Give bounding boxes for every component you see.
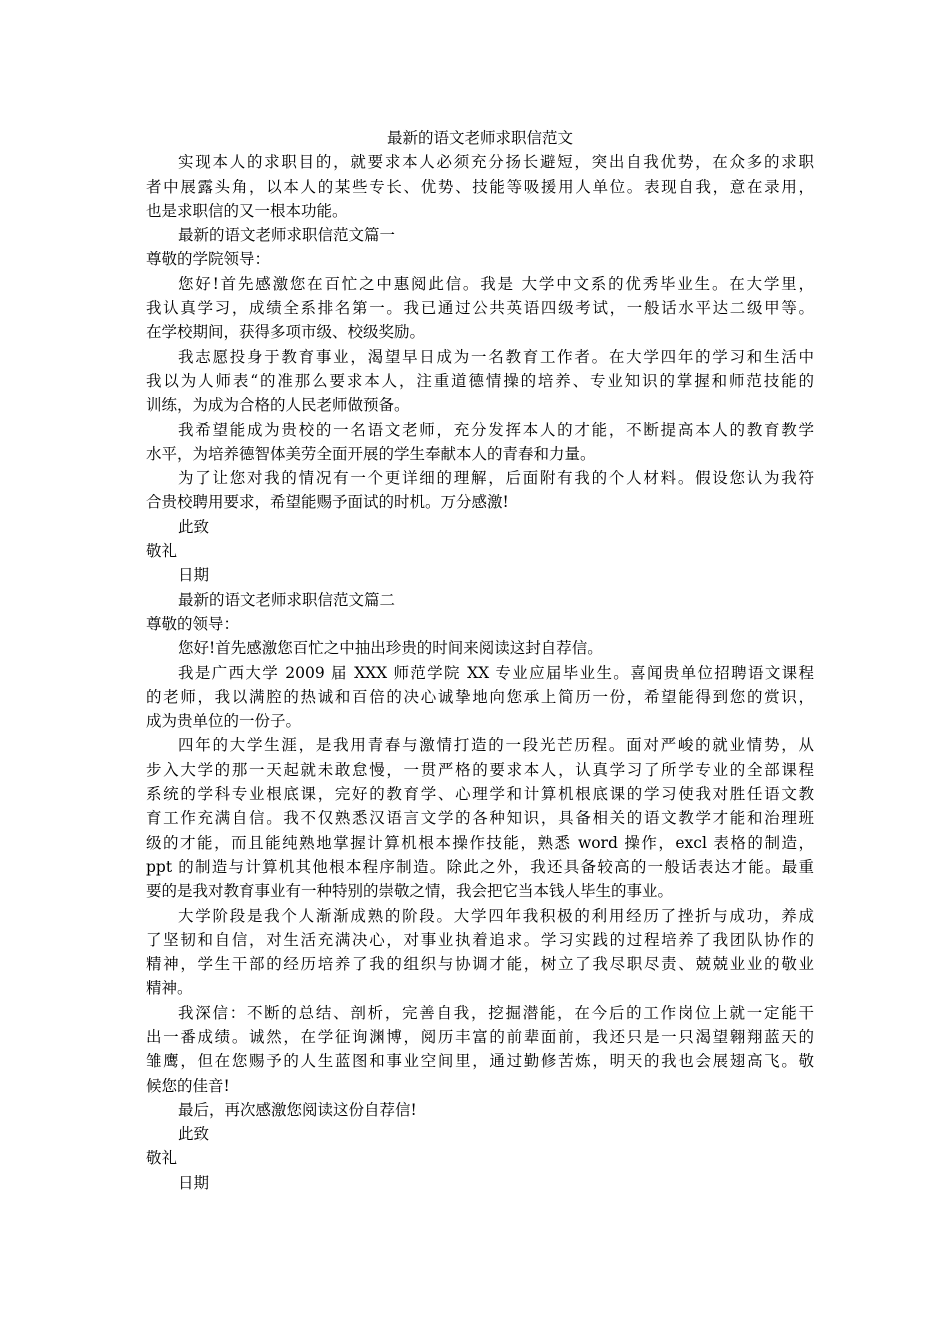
text-line: 我以为人师表“的准那么要求本人，注重道德情操的培养、专业知识的掌握和师范技能的 <box>146 371 814 390</box>
text-line: 实现本人的求职目的，就要求本人必须充分扬长避短，突出自我优势，在众多的求职 <box>178 153 814 172</box>
text-line: 最新的语文老师求职信范文篇一 <box>178 226 396 245</box>
text-line: 日期 <box>178 566 210 585</box>
text-line: 在学校期间，获得多项市级、校级奖励。 <box>146 323 426 342</box>
document-page <box>146 126 814 1195</box>
text-line: 敬礼 <box>146 1149 178 1168</box>
text-line: 成为贵单位的一份子。 <box>146 712 302 731</box>
text-line: 步入大学的那一天起就未敢怠慢，一贯严格的要求本人，认真学习了所学专业的全部课程 <box>146 760 814 779</box>
text-line: 也是求职信的又一根本功能。 <box>146 201 348 220</box>
text-line: 我是广西大学 2009 届 XXX 师范学院 XX 专业应届毕业生。喜闻贵单位招聘语文课程 <box>178 663 814 682</box>
text-line: 敬礼 <box>146 542 178 561</box>
text-line: ppt 的制造与计算机其他根本程序制造。除此之外，我还具备较高的一般话表达才能。最重 <box>146 857 814 876</box>
text-line: 此致 <box>178 517 210 536</box>
text-line: 为了让您对我的情况有一个更详细的理解，后面附有我的个人材料。假设您认为我符 <box>178 469 814 488</box>
text-line: 系统的学科专业根底课，完好的教育学、心理学和计算机根底课的学习使我对胜任语文教 <box>146 785 814 804</box>
text-line: 您好!首先感激您在百忙之中惠阅此信。我是 大学中文系的优秀毕业生。在大学里， <box>178 274 814 293</box>
text-line: 精神，学生干部的经历培养了我的组织与协调才能，树立了我尽职尽责、兢兢业业的敬业 <box>146 955 814 974</box>
document-title: 最新的语文老师求职信范文 <box>386 129 573 147</box>
text-line: 尊敬的领导： <box>146 614 240 633</box>
text-line: 候您的佳音! <box>146 1076 230 1095</box>
text-line: 雏鹰，但在您赐予的人生蓝图和事业空间里，通过勤修苦炼，明天的我也会展翅高飞。敬 <box>146 1052 814 1071</box>
text-line: 我希望能成为贵校的一名语文老师，充分发挥本人的才能，不断提高本人的教育教学 <box>178 420 814 439</box>
text-line: 大学阶段是我个人渐渐成熟的阶段。大学四年我积极的利用经历了挫折与成功，养成 <box>178 906 814 925</box>
text-line: 此致 <box>178 1125 210 1144</box>
document-body <box>146 150 814 1195</box>
text-line: 出一番成绩。诚然，在学征询渊博，阅历丰富的前辈面前，我还只是一只渴望翱翔蓝天的 <box>146 1027 814 1046</box>
text-line: 您好!首先感激您百忙之中抽出珍贵的时间来阅读这封自荐信。 <box>178 639 603 658</box>
text-line: 最后，再次感激您阅读这份自荐信! <box>178 1100 417 1119</box>
text-line: 了坚韧和自信，对生活充满决心，对事业执着追求。学习实践的过程培养了我团队协作的 <box>146 930 814 949</box>
text-line: 最新的语文老师求职信范文篇二 <box>178 590 396 609</box>
text-line: 的老师，我以满腔的热诚和百倍的决心诚挚地向您承上简历一份，希望能得到您的赏识， <box>146 687 814 706</box>
text-line: 四年的大学生涯，是我用青春与激情打造的一段光芒历程。面对严峻的就业情势，从 <box>178 736 814 755</box>
text-line: 育工作充满自信。我不仅熟悉汉语言文学的各种知识，具备相关的语文教学才能和治理班 <box>146 809 814 828</box>
text-line: 者中展露头角，以本人的某些专长、优势、技能等吸援用人单位。表现自我，意在录用， <box>146 177 814 196</box>
text-line: 日期 <box>178 1173 210 1192</box>
text-line: 尊敬的学院领导： <box>146 250 271 269</box>
text-line: 精神。 <box>146 979 193 998</box>
text-line: 训练，为成为合格的人民老师做预备。 <box>146 396 410 415</box>
text-line: 合贵校聘用要求，希望能赐予面试的时机。万分感激! <box>146 493 509 512</box>
text-line: 级的才能，而且能纯熟地掌握计算机根本操作技能，熟悉 word 操作，excl 表格的制造， <box>146 833 814 852</box>
text-line: 我深信：不断的总结、剖析，完善自我，挖掘潜能，在今后的工作岗位上就一定能干 <box>178 1003 814 1022</box>
text-line: 要的是我对教育事业有一种特别的崇敬之情，我会把它当本钱人毕生的事业。 <box>146 882 674 901</box>
text-line: 我认真学习，成绩全系排名第一。我已通过公共英语四级考试，一般话水平达二级甲等。 <box>146 299 814 318</box>
text-line: 我志愿投身于教育事业，渴望早日成为一名教育工作者。在大学四年的学习和生活中 <box>178 347 814 366</box>
text-line: 水平，为培养德智体美劳全面开展的学生奉献本人的青春和力量。 <box>146 444 596 463</box>
